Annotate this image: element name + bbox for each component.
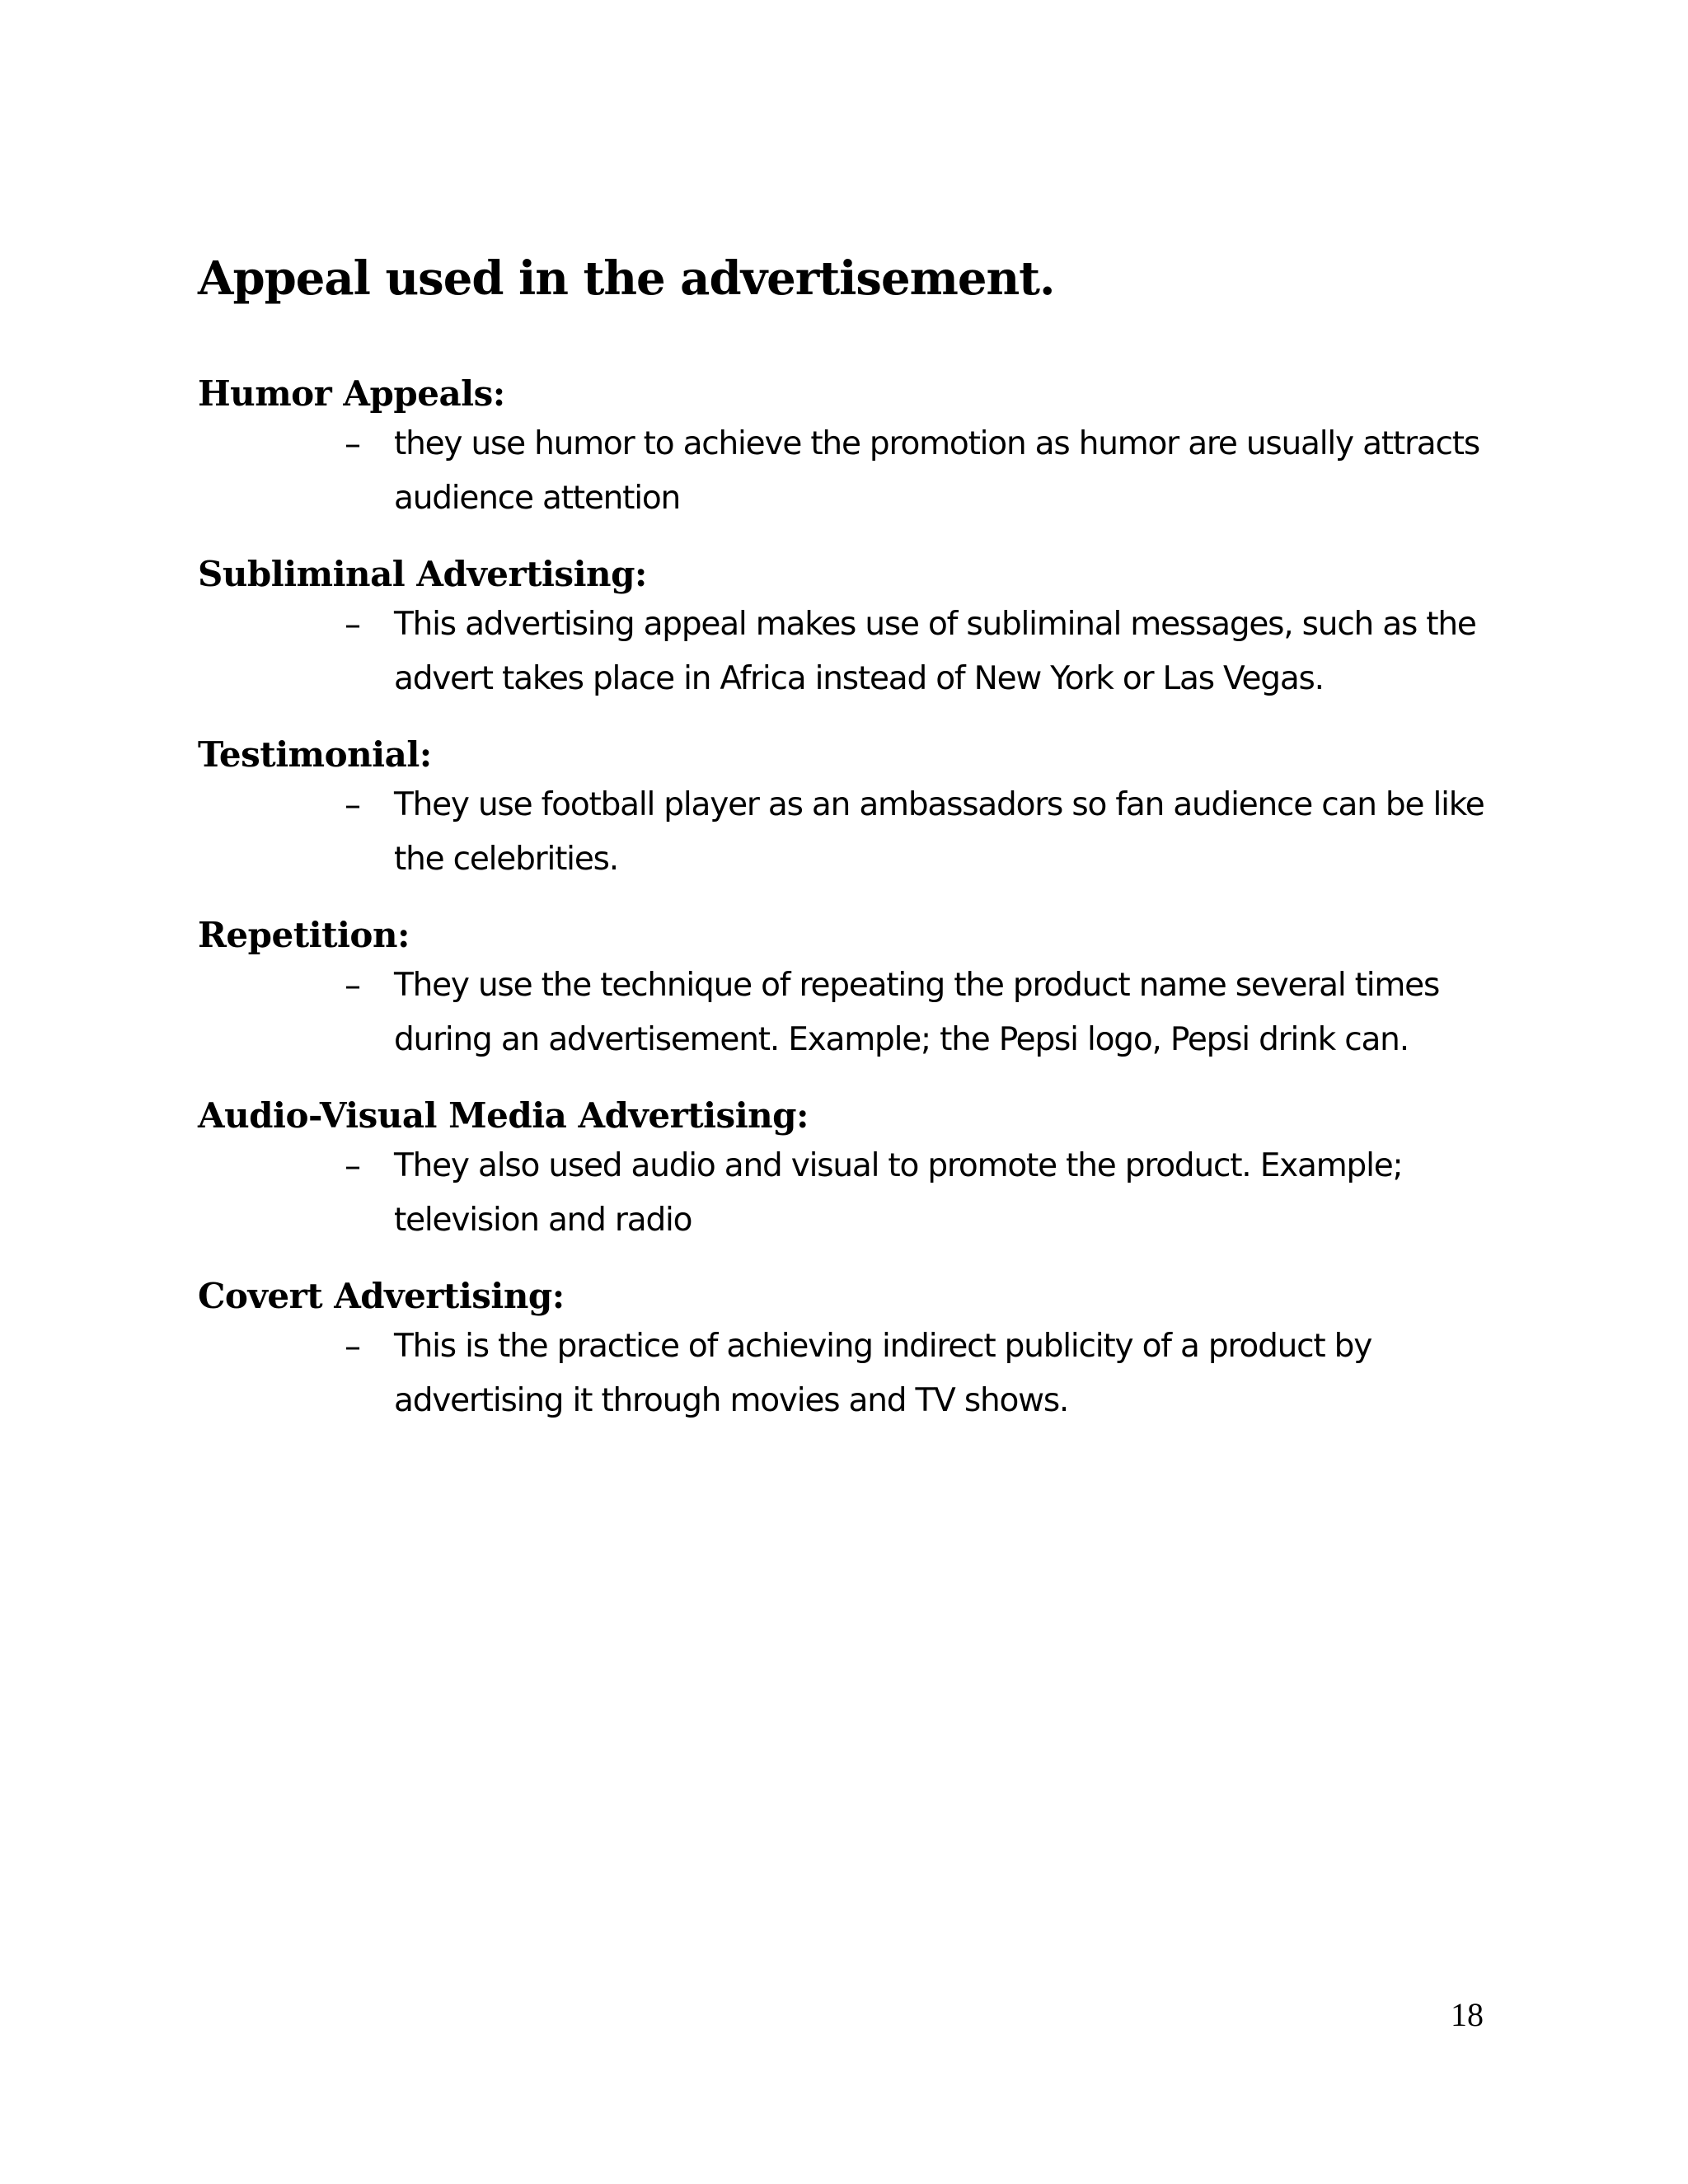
bullet-item <box>345 598 1490 706</box>
section-testimonial <box>198 732 1517 912</box>
bullet-text: they use humor to achieve the promotion as humor are usually attracts audience attention <box>394 425 1479 517</box>
section-repetition <box>198 912 1517 1093</box>
section-heading: Covert Advertising: <box>198 1276 565 1316</box>
bullet-item <box>345 1139 1490 1248</box>
page-title: Appeal used in the advertisement. <box>198 251 1055 306</box>
section-heading: Repetition: <box>198 915 410 955</box>
bullet-item <box>345 417 1490 526</box>
bullet-item <box>345 778 1490 887</box>
section-subliminal-advertising <box>198 551 1517 732</box>
section-audio-visual-media-advertising <box>198 1093 1517 1273</box>
section-covert-advertising <box>198 1273 1517 1454</box>
dash-bullet-icon: – <box>345 786 361 824</box>
section-heading: Testimonial: <box>198 734 432 775</box>
section-humor-appeals <box>198 371 1517 551</box>
page-number: 18 <box>1451 1996 1484 2033</box>
bullet-text: This is the practice of achieving indirect publicity of a product by advertising it through movies and TV shows. <box>394 1328 1372 1419</box>
dash-bullet-icon: – <box>345 425 361 463</box>
section-heading: Subliminal Advertising: <box>198 554 647 594</box>
dash-bullet-icon: – <box>345 1147 361 1185</box>
bullet-text: They use football player as an ambassadors so fan audience can be like the celebrities. <box>394 786 1484 878</box>
dash-bullet-icon: – <box>345 967 361 1005</box>
appeal-sections <box>198 371 1517 1454</box>
dash-bullet-icon: – <box>345 606 361 644</box>
section-heading: Humor Appeals: <box>198 373 505 414</box>
dash-bullet-icon: – <box>345 1328 361 1366</box>
bullet-item <box>345 958 1490 1067</box>
section-heading: Audio-Visual Media Advertising: <box>198 1095 809 1136</box>
bullet-item <box>345 1319 1490 1428</box>
bullet-text: They use the technique of repeating the product name several times during an advertisement. Example; the Pepsi logo, Pepsi drink can. <box>394 967 1440 1058</box>
bullet-text: They also used audio and visual to promote the product. Example; television and radio <box>394 1147 1403 1239</box>
bullet-text: This advertising appeal makes use of subliminal messages, such as the advert takes place in Africa instead of New York or Las Vegas. <box>394 606 1476 697</box>
